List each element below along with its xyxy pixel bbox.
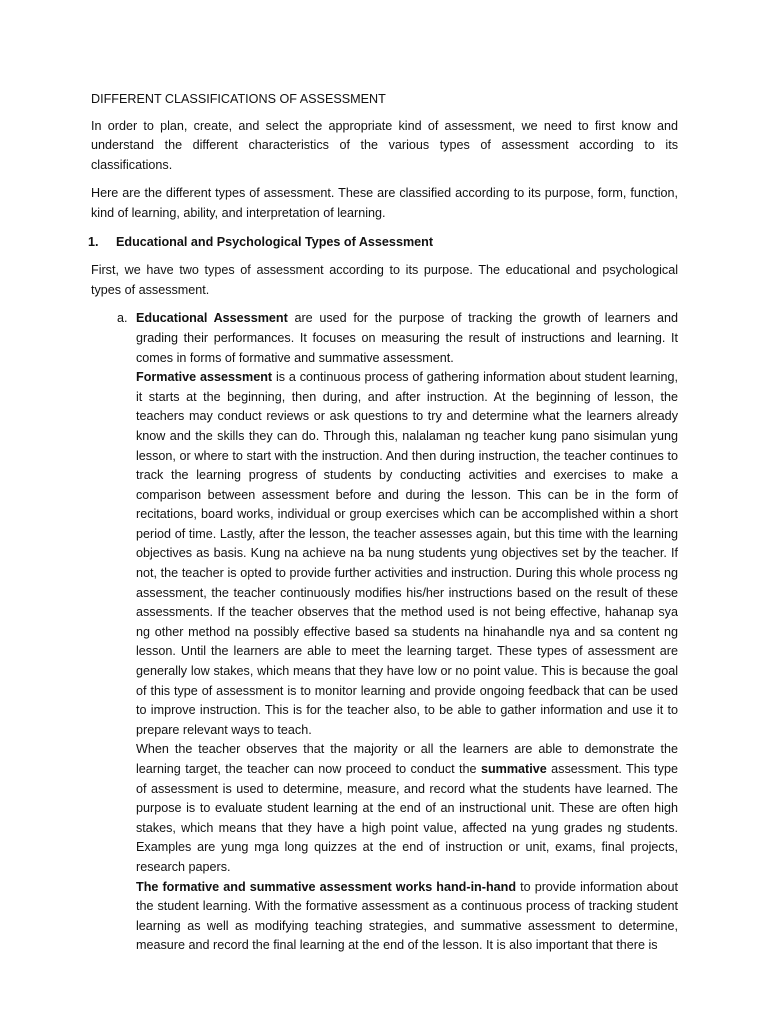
hand-in-hand-paragraph — [136, 878, 678, 956]
list-item-a-letter: a. — [117, 311, 128, 326]
educational-assessment-paragraph — [136, 309, 678, 368]
formative-assessment-paragraph — [136, 368, 678, 740]
hand-in-hand-term: The formative and summative assessment works hand-in-hand — [136, 879, 517, 894]
list-item-a-body — [136, 309, 678, 956]
section-1-heading — [88, 233, 678, 253]
intro-paragraph-2: Here are the different types of assessment. These are classified according to its purpose, form, function, kind of learning, ability, and interpretation of learning. — [91, 186, 678, 220]
formative-assessment-term: Formative assessment — [136, 370, 273, 385]
document-title: DIFFERENT CLASSIFICATIONS OF ASSESSMENT — [91, 92, 386, 106]
intro-paragraph-1: In order to plan, create, and select the appropriate kind of assessment, we need to first know and understand the different characteristics of the various types of assessment according to its classifications. — [91, 118, 678, 172]
document-content — [88, 90, 678, 956]
section-1-number: 1. — [88, 234, 99, 249]
summative-assessment-term: summative — [480, 762, 547, 776]
section-1-title: Educational and Psychological Types of Assessment — [116, 234, 434, 249]
section-1-intro: First, we have two types of assessment according to its purpose. The educational and psychological types of assessment. — [91, 263, 678, 297]
summative-assessment-paragraph — [136, 740, 678, 877]
hand-in-hand-text: to provide information about the student learning. With the formative assessment as a continuous process of tracking student learning as well as modifying teaching strategies, and summative assessment to determine, measure and record the final learning at the end of the lesson. It is also important that there is — [136, 879, 678, 953]
educational-assessment-text: are used for the purpose of tracking the growth of learners and grading their performances. It focuses on measuring the result of instructions and learning. It comes in forms of formative and summative assessment. — [136, 311, 678, 365]
summative-assessment-lead: When the teacher observes that the majority or all the learners are able to demonstrate the learning target, the teacher can now proceed to conduct the — [136, 742, 678, 776]
formative-assessment-text: is a continuous process of gathering information about student learning, it starts at the beginning, then during, and after instruction. At the beginning of lesson, the teachers may conduct reviews or ask questions to try and determine what the learners already know and the skills they can do. Through this, nalalaman ng teacher kung pano sisimulan yung lesson, or where to start with the instruction. And then during instruction, the teacher continues to track the learning progress of students by conducting activities and exercises to make a comparison between assessment before and during the lesson. This can be in the form of recitations, board works, individual or group exercises which can be accomplished within a short period of time. Lastly, after the lesson, the teacher assesses again, but this time with the learning objectives as basis. Kung na achieve na ba nung students yung objectives set by the teacher. If not, the teacher is opted to provide further activities and instruction. During this whole process ng assessment, the teacher continuously modifies his/her instructions based on the result of these assessments. If the teacher observes that the method used is not being effective, hahanap sya ng other method na possibly effective based sa students na hinahandle nya and sa content ng lesson. Until the learners are able to meet the learning target. These types of assessment are generally low stakes, which means that they have low or no point value. This is because the goal of this type of assessment is to monitor learning and provide ongoing feedback that can be used to improve instruction. This is for the teacher also, to be able to gather information and use it to prepare relevant ways to teach. — [136, 370, 678, 737]
list-item-a — [117, 309, 678, 956]
educational-assessment-term: Educational Assessment — [136, 311, 288, 326]
summative-assessment-text: assessment. This type of assessment is used to determine, measure, and record what the students have learned. The purpose is to evaluate student learning at the end of an instructional unit. These are often high stakes, which means that they have a high point value, affected na yung grades ng students. Examples are yung mga long quizzes at the end of instruction or unit, exams, final projects, research papers. — [136, 762, 678, 874]
